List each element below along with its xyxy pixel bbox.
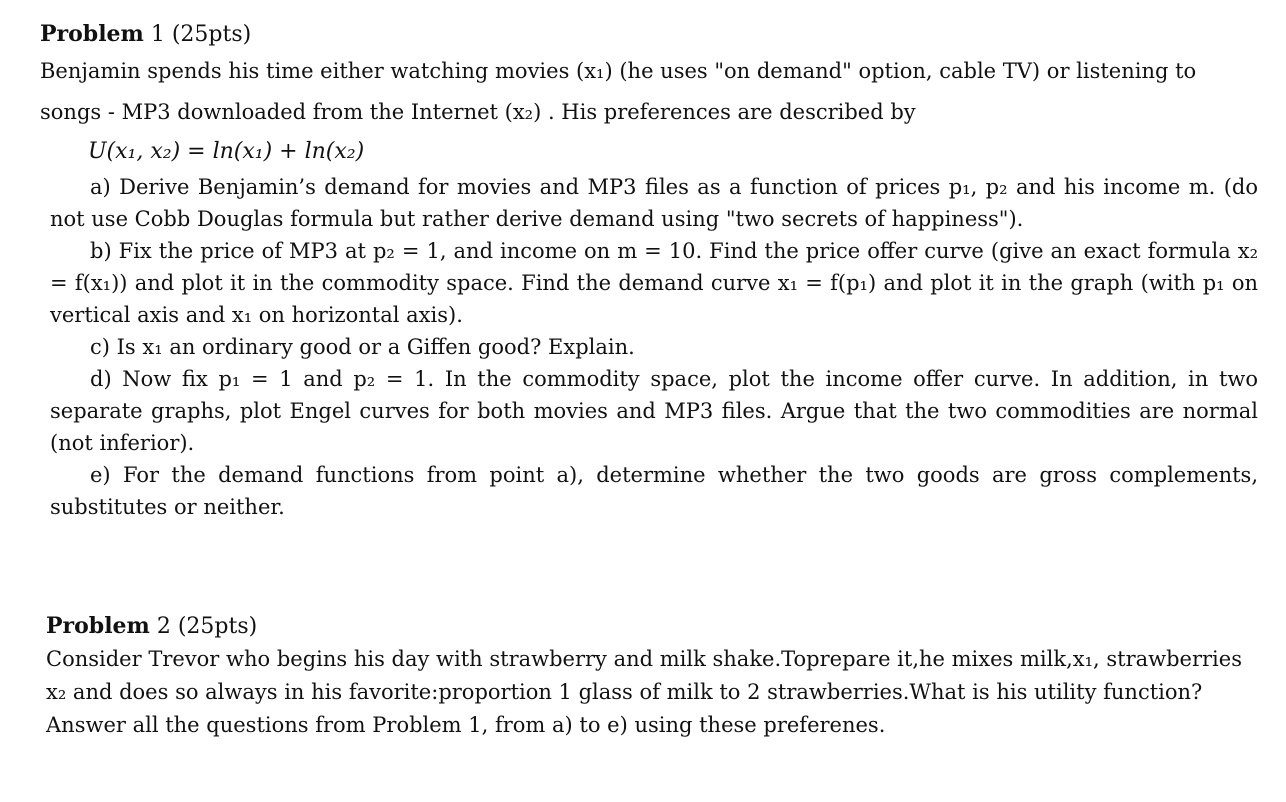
problem-2 [46, 610, 1258, 742]
utility-formula: U(x₁, x₂) = ln(x₁) + ln(x₂) [88, 139, 365, 164]
problem-1-heading [40, 18, 1258, 51]
problem-2-heading [46, 610, 1258, 643]
part-a: a) Derive Benjamin’s demand for movies and MP3 files as a function of prices p₁, p₂ and his income m. (do not use Cobb Douglas formula but rather derive demand using "two secrets of happiness"). [50, 175, 1258, 231]
part-e: e) For the demand functions from point a), determine whether the two goods are gross complements, substitutes or neither. [50, 463, 1258, 519]
problem-2-title: Problem [46, 613, 150, 639]
part-d: d) Now fix p₁ = 1 and p₂ = 1. In the commodity space, plot the income offer curve. In addition, in two separate graphs, plot Engel curves for both movies and MP3 files. Argue that the two commodities are normal (not inferior). [50, 367, 1258, 455]
problem-2-text: Consider Trevor who begins his day with strawberry and milk shake.Toprepare it,he mixes milk,x₁, strawberries x₂ and does so always in his favorite:proportion 1 glass of milk to 2 strawberries.What is his utility function?Answer all the questions from Problem 1, from a) to e) using these preferenes. [46, 647, 1242, 737]
problem-2-points: 2 (25pts) [156, 614, 258, 639]
problem-1-intro: Benjamin spends his time either watching movies (x₁) (he uses "on demand" option, cable TV) or listening to songs - MP3 downloaded from the Internet (x₂) . His preferences are described by [40, 59, 1197, 124]
problem-1 [40, 18, 1258, 523]
part-b: b) Fix the price of MP3 at p₂ = 1, and income on m = 10. Find the price offer curve (give an exact formula x₂ = f(x₁)) and plot it in the commodity space. Find the demand curve x₁ = f(p₁) and plot it in the graph (with p₁ on vertical axis and x₁ on horizontal axis). [50, 239, 1258, 327]
problem-1-title: Problem [40, 21, 144, 47]
part-c: c) Is x₁ an ordinary good or a Giffen good? Explain. [90, 335, 635, 359]
problem-1-points: 1 (25pts) [150, 22, 252, 47]
